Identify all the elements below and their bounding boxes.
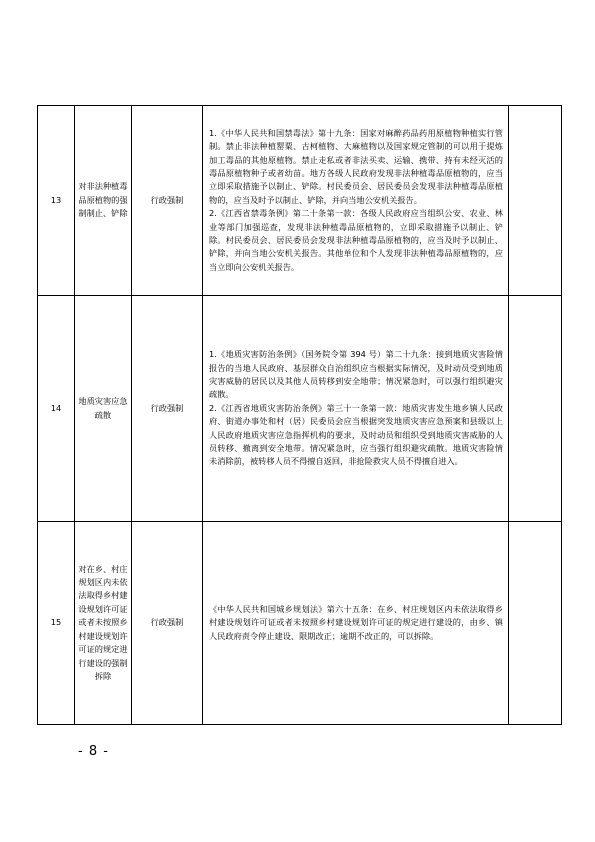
legal-basis <box>203 106 509 296</box>
empty-cell <box>509 522 562 725</box>
empty-cell <box>509 106 562 296</box>
item-category: 行政强制 <box>132 522 203 725</box>
legal-basis <box>203 296 509 522</box>
basis-paragraph: 2.《江西省禁毒条例》第二十条第一款：各级人民政府应当组织公安、农业、林业等部门加强巡查，发现非法种植毒品原植物的，立即采取措施予以制止、铲除。村民委员会、居民委员会发现非法种植毒品原植物的，应当及时予以制止、铲除，并向当地公安机关报告。其他单位和个人发现非法种植毒品原植物的，应当立即向公安机关报告。 <box>209 208 503 272</box>
table-row <box>38 296 562 522</box>
page-number: - 8 - <box>78 744 109 759</box>
document-table <box>37 105 562 725</box>
item-name: 地质灾害应急疏散 <box>75 296 132 522</box>
row-number: 14 <box>38 296 75 522</box>
table-row <box>38 522 562 725</box>
basis-paragraph: 《中华人民共和国城乡规划法》第六十五条：在乡、村庄规划区内未依法取得乡村建设规划许可证或者未按照乡村建设规划许可证的规定进行建设的，由乡、镇人民政府责令停止建设、限期改正；逾期不改正的，可以拆除。 <box>209 603 503 641</box>
row-number: 15 <box>38 522 75 725</box>
item-category: 行政强制 <box>132 106 203 296</box>
item-category: 行政强制 <box>132 296 203 522</box>
item-name: 对非法种植毒品原植物的强制制止、铲除 <box>75 106 132 296</box>
basis-paragraph: 1.《中华人民共和国禁毒法》第十九条：国家对麻醉药品药用原植物种植实行管制。禁止非法种植罂粟、古柯植物、大麻植物以及国家规定管制的可以用于提炼加工毒品的其他原植物。禁止走私或者非法买卖、运输、携带、持有未经灭活的毒品原植物种子或者幼苗。地方各级人民政府发现非法种植毒品原植物的，应当立即采取措施予以制止、铲除。村民委员会、居民委员会发现非法种植毒品原植物的，应当及时予以制止、铲除，并向当地公安机关报告。 <box>209 127 503 205</box>
row-number: 13 <box>38 106 75 296</box>
basis-paragraph: 2.《江西省地质灾害防治条例》第三十一条第一款：地质灾害发生地乡镇人民政府、街道办事处和村（居）民委员会应当根据突发地质灾害应急预案和县级以上人民政府地质灾害应急指挥机构的要求，及时动员和组织受到地质灾害威胁的人员转移、撤离到安全地带。情况紧急时，应当强行组织避灾疏散。地质灾害险情未消除前，被转移人员不得擅自返回，非抢险救灾人员不得擅自进入。 <box>209 402 503 467</box>
legal-basis <box>203 522 509 725</box>
basis-paragraph: 1.《地质灾害防治条例》（国务院令第 394 号）第二十九条：接到地质灾害险情报告的当地人民政府、基层群众自治组织应当根据实际情况，及时动员受到地质灾害威胁的居民以及其他人员转移到安全地带；情况紧急时，可以强行组织避灾疏散。 <box>209 349 503 400</box>
item-name: 对在乡、村庄规划区内未依法取得乡村建设规划许可证或者未按照乡村建设规划许可证的规定进行建设的强制拆除 <box>75 522 132 725</box>
table-row <box>38 106 562 296</box>
empty-cell <box>509 296 562 522</box>
